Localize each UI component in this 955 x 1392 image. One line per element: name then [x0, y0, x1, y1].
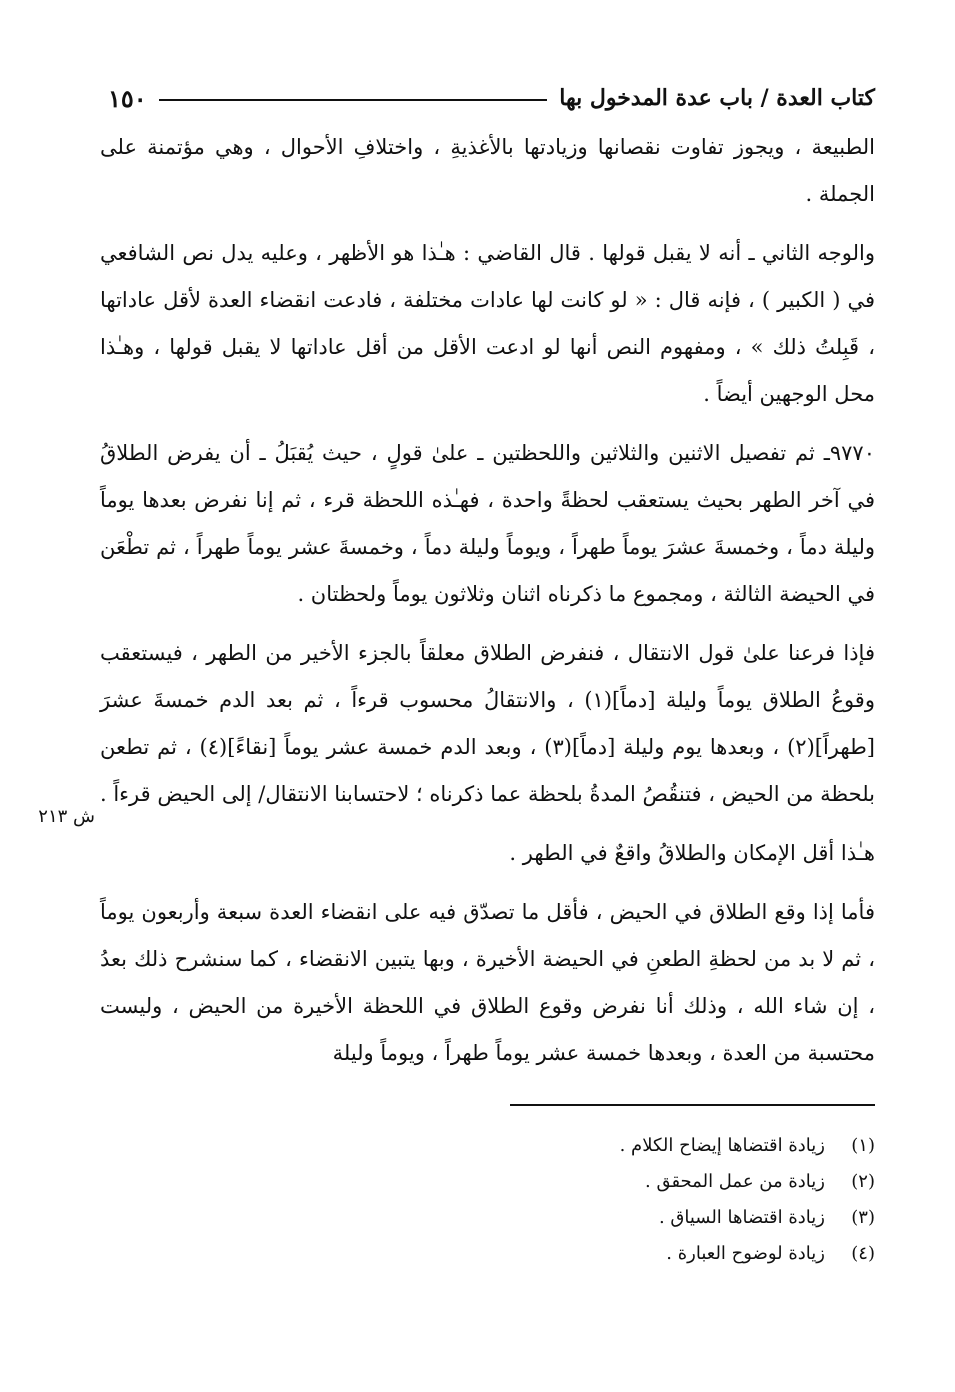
running-header — [100, 78, 875, 118]
paragraph-5: هـٰذا أقل الإمكان والطلاقُ واقعٌ في الطهر . — [509, 841, 875, 865]
footnote — [100, 1236, 875, 1272]
footnote-number: (٣) — [851, 1207, 875, 1228]
footnote-text: زيادة من عمل المحقق . — [645, 1171, 825, 1192]
footnotes — [100, 1128, 875, 1272]
paragraph-6: فأما إذا وقع الطلاق في الحيض ، فأقل ما تصدّق فيه على انقضاء العدة سبعة وأربعون يوماً ، ثم لا بد من لحظةِ الطعنِ في الحيضة الأخيرة ، وبها يتبين الانقضاء ، كما سنشرح ذلك بعدُ ، إن شاء الله ، وذلك أنا نفرض وقوع الطلاق في اللحظة الأخيرة من الحيض ، وليست محتسبة من العدة ، وبعدها خمسة عشر يوماً طهراً ، ويوماً وليلة — [100, 900, 875, 1065]
footnote — [100, 1128, 875, 1164]
footnote-text: زيادة اقتضاها إيضاح الكلام . — [619, 1135, 825, 1156]
footnote-number: (٢) — [851, 1171, 875, 1192]
footnote-text: زيادة اقتضاها السياق . — [658, 1207, 825, 1228]
footnote-text: زيادة لوضوح العبارة . — [666, 1243, 825, 1264]
margin-manuscript-note: ش ٢١٣ — [38, 806, 95, 827]
paragraph-4: فإذا فرعنا علىٰ قول الانتقال ، فنفرض الطلاق معلقاً بالجزء الأخير من الطهر ، فيستعقب وقوعُ الطلاق يوماً وليلة [دماً](١) ، والانتقالُ محسوب قرءاً ، ثم بعد الدم خمسةَ عشرَ [طهراً](٢) ، وبعدها يوم وليلة [دماً](٣) ، وبعد الدم خمسة عشر يوماً [نقاءً](٤) ، ثم تطعن بلحظة من الحيض ، فتنقُصُ المدةُ بلحظة عما ذكرناه ؛ لاحتسابنا الانتقال/ إلى الحيض قرءاً . — [99, 641, 875, 806]
footnote-number: (١) — [851, 1135, 875, 1156]
page-body — [100, 78, 875, 1089]
footnote — [100, 1200, 875, 1236]
paragraph-1: الطبيعة ، ويجوز تفاوت نقصانها وزيادتها بالأغذيةِ ، واختلافِ الأحوال ، وهي مؤتمنة على الجملة . — [100, 135, 875, 206]
header-title: كتاب العدة / باب عدة المدخول بها — [559, 85, 875, 111]
footnote-number: (٤) — [851, 1243, 875, 1264]
paragraph-2: والوجه الثاني ـ أنه لا يقبل قولها . قال القاضي : هـٰذا هو الأظهر ، وعليه يدل نص الشافعي في ( الكبير ) ، فإنه قال : « لو كانت لها عادات مختلفة ، فادعت انقضاء العدة لأقل عاداتها ، قَبِلتُ ذلك » ، ومفهوم النص أنها لو ادعت الأقل من أقل عاداتها لا يقبل قولها ، وهـٰذا محل الوجهين أيضاً . — [100, 241, 875, 406]
paragraph-3: ٩٧٧٠ـ ثم تفصيل الاثنين والثلاثين واللحظتين ـ علىٰ قولٍ ، حيث يُقبَلُ ـ أن يفرض الطلاقُ في آخر الطهر بحيث يستعقب لحظةً واحدة ، فهـٰذه اللحظة قرء ، ثم إنا نفرض بعدها يوماً وليلة دماً ، وخمسةَ عشرَ يوماً طهراً ، ويوماً وليلة دماً ، وخمسةَ عشر يوماً طهراً ، ثم تطْعَن في الحيضة الثالثة ، ومجموع ما ذكرناه اثنان وثلاثون يوماً ولحظتان . — [100, 441, 876, 606]
footnote-separator — [510, 1104, 875, 1106]
footnote — [100, 1164, 875, 1200]
page-number: ١٥٠ — [108, 83, 147, 113]
header-rule — [159, 99, 548, 101]
